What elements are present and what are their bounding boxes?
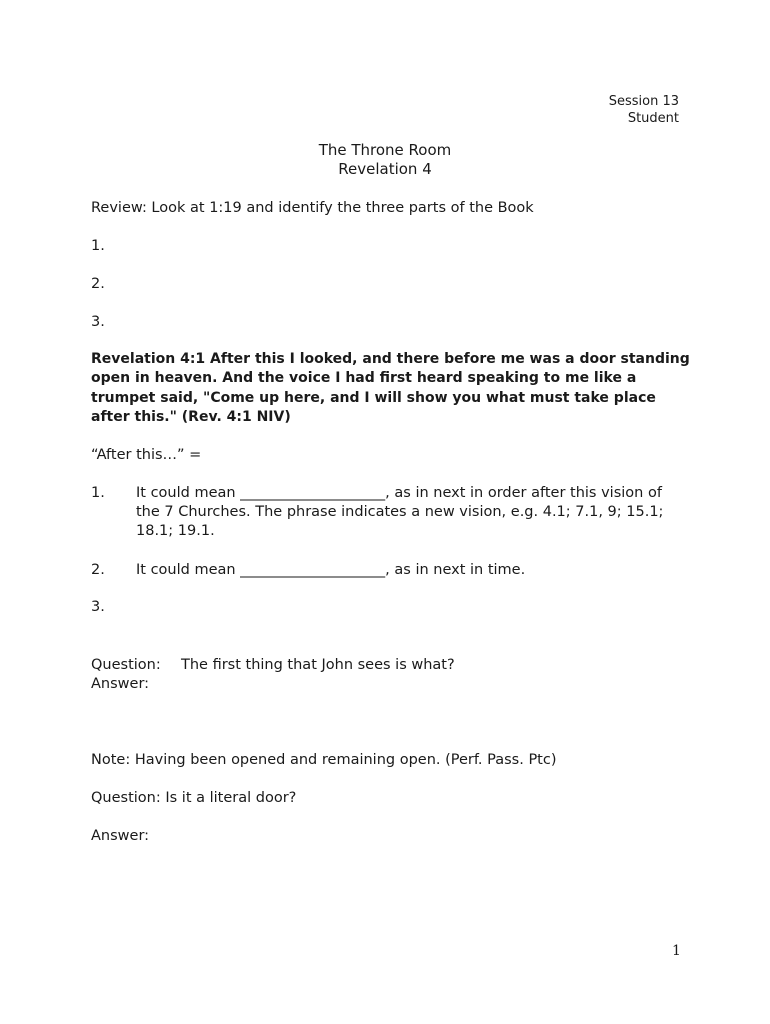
review-item-1: 1. bbox=[91, 238, 105, 254]
meaning-2-number: 2. bbox=[91, 562, 105, 578]
question-1-text: The first thing that John sees is what? bbox=[181, 657, 455, 673]
note-text: Note: Having been opened and remaining open. (Perf. Pass. Ptc) bbox=[91, 752, 557, 768]
meaning-1-text: It could mean ____________________, as in next in order after this vision of the 7 Churches. The phrase indicates a new vision, e.g. 4.1; 7.1, 9; 15.1; 18.1; 19.1. bbox=[136, 485, 664, 539]
after-this-heading: “After this…” = bbox=[91, 447, 202, 463]
meaning-3-number: 3. bbox=[91, 599, 105, 615]
scripture-passage: Revelation 4:1 After this I looked, and there before me was a door standing open in heaven. And the voice I had first heard speaking to me like a trumpet said, "Come up here, and I will show you what must take place after this." (Rev. 4:1 NIV) bbox=[91, 351, 690, 425]
session-label: Session 13 bbox=[608, 94, 679, 109]
page-title: The Throne Room bbox=[318, 141, 452, 159]
question-1-label: Question: bbox=[91, 657, 161, 673]
review-item-3: 3. bbox=[91, 314, 105, 330]
meaning-2-text: It could mean ____________________, as in next in time. bbox=[136, 562, 526, 578]
meaning-1-number: 1. bbox=[91, 485, 105, 501]
answer-2-label: Answer: bbox=[91, 828, 150, 844]
answer-1-label: Answer: bbox=[91, 676, 150, 692]
page-number: 1 bbox=[672, 943, 681, 959]
question-2-text: Question: Is it a literal door? bbox=[91, 790, 297, 806]
review-prompt: Review: Look at 1:19 and identify the three parts of the Book bbox=[91, 200, 534, 216]
role-label: Student bbox=[627, 111, 679, 126]
review-item-2: 2. bbox=[91, 276, 105, 292]
page-subtitle: Revelation 4 bbox=[338, 160, 432, 178]
